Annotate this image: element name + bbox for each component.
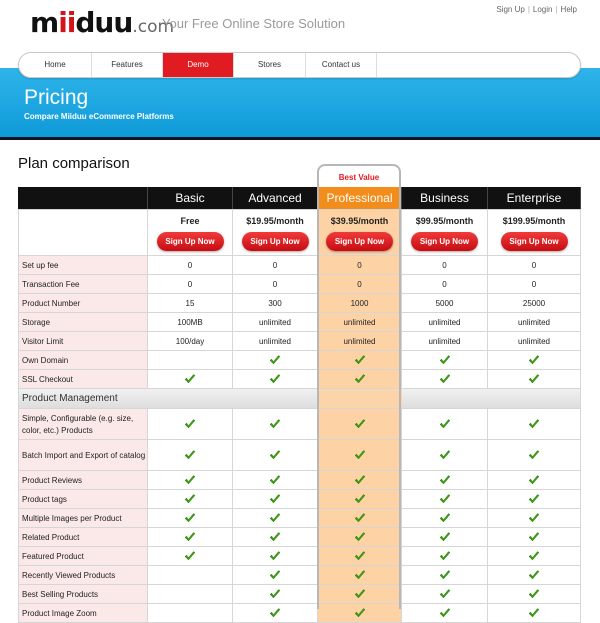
feature-row bbox=[18, 547, 581, 566]
feature-label: Featured Product bbox=[18, 547, 148, 565]
feature-value bbox=[233, 566, 318, 584]
feature-value bbox=[233, 351, 318, 369]
feature-row bbox=[18, 256, 581, 275]
feature-row bbox=[18, 604, 581, 623]
nav-demo[interactable]: Demo bbox=[163, 53, 234, 77]
check-icon bbox=[269, 513, 281, 523]
feature-value: unlimited bbox=[318, 332, 402, 350]
feature-row bbox=[18, 471, 581, 490]
price-blank bbox=[18, 210, 148, 255]
check-icon bbox=[528, 589, 540, 599]
feature-label: Product tags bbox=[18, 490, 148, 508]
feature-value bbox=[233, 528, 318, 546]
price-advanced: $19.95/month bbox=[246, 216, 304, 226]
hero-band bbox=[0, 68, 600, 140]
feature-value bbox=[233, 490, 318, 508]
feature-label: Best Selling Products bbox=[18, 585, 148, 603]
check-icon bbox=[269, 551, 281, 561]
check-icon bbox=[269, 475, 281, 485]
feature-value bbox=[148, 547, 233, 565]
check-icon bbox=[184, 532, 196, 542]
feature-label: SSL Checkout bbox=[18, 370, 148, 388]
plan-name-advanced: Advanced bbox=[233, 187, 318, 209]
check-icon bbox=[528, 570, 540, 580]
feature-value bbox=[233, 471, 318, 489]
feature-value bbox=[148, 566, 233, 584]
feature-value bbox=[488, 547, 581, 565]
feature-value bbox=[233, 585, 318, 603]
feature-row bbox=[18, 490, 581, 509]
tagline: Your Free Online Store Solution bbox=[162, 16, 346, 31]
price-cell bbox=[148, 210, 233, 255]
nav-contact[interactable]: Contact us bbox=[306, 53, 377, 77]
feature-row bbox=[18, 440, 581, 471]
feature-value: 0 bbox=[148, 256, 233, 274]
feature-row bbox=[18, 275, 581, 294]
signup-button-professional[interactable]: Sign Up Now bbox=[326, 232, 393, 251]
feature-rows bbox=[18, 256, 581, 389]
check-icon bbox=[269, 570, 281, 580]
feature-label: Storage bbox=[18, 313, 148, 331]
feature-value bbox=[402, 566, 488, 584]
feature-value bbox=[318, 471, 402, 489]
logo-tld: .com bbox=[132, 17, 175, 37]
help-link[interactable]: Help bbox=[560, 5, 577, 14]
feature-label: Batch Import and Export of catalog bbox=[18, 440, 148, 470]
feature-value: unlimited bbox=[318, 313, 402, 331]
check-icon bbox=[439, 475, 451, 485]
separator: | bbox=[555, 5, 558, 14]
check-icon bbox=[269, 494, 281, 504]
feature-value bbox=[318, 585, 402, 603]
logo-text: m bbox=[30, 6, 59, 39]
check-icon bbox=[269, 419, 281, 429]
check-icon bbox=[184, 450, 196, 460]
feature-row bbox=[18, 528, 581, 547]
feature-value bbox=[148, 528, 233, 546]
check-icon bbox=[439, 551, 451, 561]
feature-value bbox=[488, 509, 581, 527]
feature-label: Recently Viewed Products bbox=[18, 566, 148, 584]
feature-value bbox=[148, 471, 233, 489]
feature-value: 0 bbox=[402, 275, 488, 293]
check-icon bbox=[269, 450, 281, 460]
feature-value bbox=[148, 585, 233, 603]
sign-up-link[interactable]: Sign Up bbox=[496, 5, 525, 14]
feature-value: unlimited bbox=[402, 313, 488, 331]
check-icon bbox=[439, 532, 451, 542]
feature-row bbox=[18, 370, 581, 389]
feature-value bbox=[488, 409, 581, 439]
check-icon bbox=[354, 608, 366, 618]
feature-value: 0 bbox=[488, 275, 581, 293]
check-icon bbox=[439, 608, 451, 618]
page-title: Plan comparison bbox=[18, 155, 130, 172]
feature-value bbox=[148, 370, 233, 388]
check-icon bbox=[184, 494, 196, 504]
feature-value bbox=[402, 471, 488, 489]
feature-label: Product Number bbox=[18, 294, 148, 312]
plan-comparison-table bbox=[18, 187, 581, 623]
feature-row bbox=[18, 332, 581, 351]
check-icon bbox=[184, 551, 196, 561]
feature-row bbox=[18, 409, 581, 440]
feature-value bbox=[318, 409, 402, 439]
feature-value: 5000 bbox=[402, 294, 488, 312]
feature-value bbox=[318, 547, 402, 565]
feature-value bbox=[148, 490, 233, 508]
feature-value: 0 bbox=[233, 275, 318, 293]
feature-value bbox=[488, 585, 581, 603]
feature-value: unlimited bbox=[233, 332, 318, 350]
check-icon bbox=[528, 513, 540, 523]
feature-value: unlimited bbox=[488, 332, 581, 350]
check-icon bbox=[354, 570, 366, 580]
feature-value: 300 bbox=[233, 294, 318, 312]
signup-button-enterprise[interactable]: Sign Up Now bbox=[501, 232, 568, 251]
feature-label: Set up fee bbox=[18, 256, 148, 274]
feature-value: 1000 bbox=[318, 294, 402, 312]
logo-text: duu bbox=[75, 6, 133, 39]
login-link[interactable]: Login bbox=[532, 5, 553, 14]
feature-label: Product Reviews bbox=[18, 471, 148, 489]
feature-value: 25000 bbox=[488, 294, 581, 312]
feature-value bbox=[488, 604, 581, 622]
check-icon bbox=[354, 419, 366, 429]
feature-value bbox=[233, 409, 318, 439]
check-icon bbox=[354, 475, 366, 485]
feature-value bbox=[402, 440, 488, 470]
price-row bbox=[18, 210, 581, 256]
nav-features[interactable]: Features bbox=[92, 53, 163, 77]
feature-row bbox=[18, 566, 581, 585]
top-links bbox=[496, 5, 577, 14]
check-icon bbox=[269, 355, 281, 365]
hero-subtitle: Compare Miiduu eCommerce Platforms bbox=[24, 112, 174, 121]
check-icon bbox=[439, 374, 451, 384]
feature-row bbox=[18, 585, 581, 604]
feature-label: Simple, Configurable (e.g. size, color, etc.) Products bbox=[18, 409, 148, 439]
check-icon bbox=[439, 494, 451, 504]
plan-name-enterprise: Enterprise bbox=[488, 187, 581, 209]
separator: | bbox=[527, 5, 530, 14]
check-icon bbox=[528, 551, 540, 561]
feature-value: 0 bbox=[318, 256, 402, 274]
feature-value: unlimited bbox=[402, 332, 488, 350]
feature-value: 100/day bbox=[148, 332, 233, 350]
check-icon bbox=[354, 551, 366, 561]
check-icon bbox=[528, 494, 540, 504]
main-nav bbox=[18, 52, 581, 78]
feature-value bbox=[318, 370, 402, 388]
check-icon bbox=[528, 355, 540, 365]
check-icon bbox=[439, 570, 451, 580]
signup-button-basic[interactable]: Sign Up Now bbox=[157, 232, 224, 251]
price-basic: Free bbox=[180, 216, 200, 226]
price-cell bbox=[233, 210, 318, 255]
section-title bbox=[18, 389, 581, 408]
feature-row bbox=[18, 509, 581, 528]
feature-value bbox=[318, 440, 402, 470]
feature-value bbox=[318, 509, 402, 527]
feature-row bbox=[18, 294, 581, 313]
feature-label: Visitor Limit bbox=[18, 332, 148, 350]
check-icon bbox=[184, 374, 196, 384]
feature-value bbox=[402, 490, 488, 508]
plan-name-professional: Professional bbox=[318, 187, 402, 209]
feature-label: Transaction Fee bbox=[18, 275, 148, 293]
price-professional: $39.95/month bbox=[330, 216, 389, 226]
logo[interactable] bbox=[30, 6, 174, 39]
feature-value: 0 bbox=[233, 256, 318, 274]
check-icon bbox=[528, 532, 540, 542]
feature-value bbox=[488, 351, 581, 369]
feature-row bbox=[18, 313, 581, 332]
check-icon bbox=[528, 374, 540, 384]
check-icon bbox=[184, 513, 196, 523]
feature-value bbox=[402, 409, 488, 439]
product-management-rows bbox=[18, 409, 581, 623]
section-header-row bbox=[18, 389, 581, 409]
check-icon bbox=[528, 419, 540, 429]
signup-button-business[interactable]: Sign Up Now bbox=[411, 232, 478, 251]
check-icon bbox=[184, 419, 196, 429]
feature-value bbox=[488, 370, 581, 388]
highlight-stripe bbox=[318, 389, 402, 408]
price-cell bbox=[488, 210, 581, 255]
feature-value bbox=[488, 471, 581, 489]
check-icon bbox=[354, 355, 366, 365]
check-icon bbox=[439, 355, 451, 365]
header-blank bbox=[18, 187, 148, 209]
feature-row bbox=[18, 351, 581, 370]
check-icon bbox=[354, 494, 366, 504]
plan-name-business: Business bbox=[402, 187, 488, 209]
feature-value: 15 bbox=[148, 294, 233, 312]
feature-value bbox=[148, 440, 233, 470]
price-business: $99.95/month bbox=[415, 216, 474, 226]
feature-value bbox=[318, 490, 402, 508]
check-icon bbox=[269, 589, 281, 599]
feature-value bbox=[488, 566, 581, 584]
check-icon bbox=[354, 513, 366, 523]
feature-value: unlimited bbox=[233, 313, 318, 331]
feature-label: Related Product bbox=[18, 528, 148, 546]
feature-value bbox=[233, 547, 318, 565]
feature-label: Product Image Zoom bbox=[18, 604, 148, 622]
feature-value bbox=[402, 528, 488, 546]
feature-value bbox=[318, 528, 402, 546]
price-enterprise: $199.95/month bbox=[502, 216, 566, 226]
feature-value: 0 bbox=[148, 275, 233, 293]
check-icon bbox=[439, 450, 451, 460]
plan-name-basic: Basic bbox=[148, 187, 233, 209]
check-icon bbox=[528, 475, 540, 485]
check-icon bbox=[354, 374, 366, 384]
feature-label: Own Domain bbox=[18, 351, 148, 369]
feature-value bbox=[148, 409, 233, 439]
check-icon bbox=[439, 589, 451, 599]
check-icon bbox=[269, 608, 281, 618]
feature-value: 0 bbox=[402, 256, 488, 274]
feature-value bbox=[488, 528, 581, 546]
feature-value bbox=[402, 604, 488, 622]
check-icon bbox=[354, 450, 366, 460]
plan-header-row bbox=[18, 187, 581, 210]
logo-text: ii bbox=[58, 6, 76, 39]
hero-title: Pricing bbox=[24, 86, 89, 109]
feature-label: Multiple Images per Product bbox=[18, 509, 148, 527]
signup-button-advanced[interactable]: Sign Up Now bbox=[242, 232, 309, 251]
feature-value: 0 bbox=[318, 275, 402, 293]
feature-value bbox=[488, 490, 581, 508]
feature-value bbox=[233, 440, 318, 470]
feature-value bbox=[148, 351, 233, 369]
check-icon bbox=[439, 419, 451, 429]
feature-value bbox=[148, 509, 233, 527]
feature-value bbox=[402, 585, 488, 603]
feature-value bbox=[402, 509, 488, 527]
check-icon bbox=[269, 374, 281, 384]
check-icon bbox=[354, 532, 366, 542]
nav-stores[interactable]: Stores bbox=[234, 53, 306, 77]
feature-value bbox=[318, 351, 402, 369]
feature-value bbox=[402, 370, 488, 388]
feature-value bbox=[402, 547, 488, 565]
feature-value bbox=[148, 604, 233, 622]
feature-value bbox=[402, 351, 488, 369]
check-icon bbox=[528, 450, 540, 460]
feature-value: 0 bbox=[488, 256, 581, 274]
feature-value bbox=[233, 509, 318, 527]
best-value-label: Best Value bbox=[338, 173, 380, 182]
check-icon bbox=[528, 608, 540, 618]
feature-value bbox=[318, 604, 402, 622]
feature-value bbox=[233, 604, 318, 622]
check-icon bbox=[354, 589, 366, 599]
feature-value bbox=[318, 566, 402, 584]
price-cell bbox=[318, 210, 402, 255]
feature-value bbox=[488, 440, 581, 470]
section-title-text: Product Management bbox=[22, 393, 118, 404]
feature-value: unlimited bbox=[488, 313, 581, 331]
check-icon bbox=[184, 475, 196, 485]
price-cell bbox=[402, 210, 488, 255]
feature-value bbox=[233, 370, 318, 388]
nav-home[interactable]: Home bbox=[19, 53, 92, 77]
feature-value: 100MB bbox=[148, 313, 233, 331]
check-icon bbox=[269, 532, 281, 542]
check-icon bbox=[439, 513, 451, 523]
